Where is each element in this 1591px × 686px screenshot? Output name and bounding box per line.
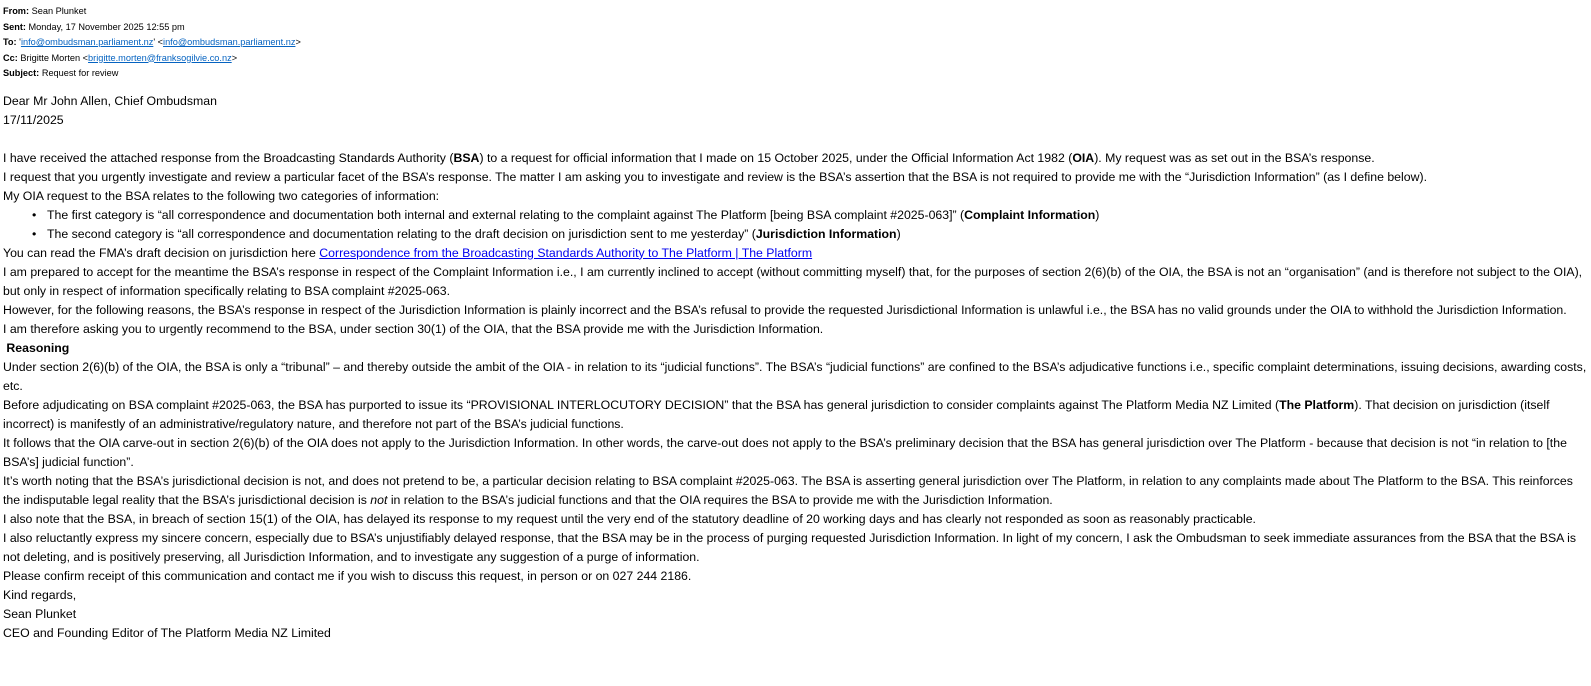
bold-text: The Platform: [1279, 397, 1355, 412]
bullet-icon: •: [32, 226, 37, 241]
letter-date: 17/11/2025: [3, 112, 64, 127]
paragraph-10: It follows that the OIA carve-out in section 2(6)(b) of the OIA does not apply to the Jurisdiction Information. In other words, the carve-out does not apply to the BSA’s preliminary decision that the BSA has general jurisdiction over The Platform - because that decision is not “in relation to [the BSA’s] judicial function”.: [3, 435, 1567, 469]
bullet-icon: •: [32, 207, 37, 222]
signature-name: Sean Plunket: [3, 606, 77, 621]
text: The first category is “all correspondence and documentation both internal and external relating to the complaint against The Platform [being BSA complaint #2025-063]” (: [47, 207, 965, 222]
paragraph-4: [3, 244, 1588, 263]
text: ) to a request for official information that I made on 15 October 2025, under the Official Information Act 1982 (: [479, 150, 1073, 165]
from-value: Sean Plunket: [31, 6, 87, 16]
email-body: [3, 92, 1588, 643]
bold-text: Complaint Information: [964, 207, 1096, 222]
paragraph-3: My OIA request to the BSA relates to the following two categories of information:: [3, 188, 440, 203]
correspondence-link[interactable]: Correspondence from the Broadcasting Standards Authority to The Platform | The Platform: [319, 245, 813, 260]
sent-line: [3, 20, 1588, 36]
paragraph-11: [3, 472, 1588, 510]
text: in relation to the BSA’s judicial functions and that the OIA requires the BSA to provide me with the Jurisdiction Information.: [387, 492, 1053, 507]
sent-label: Sent:: [3, 21, 26, 32]
list-item: [32, 206, 1588, 225]
cc-email-link[interactable]: brigitte.morten@franksogilvie.co.nz: [88, 52, 232, 63]
text: I have received the attached response from the Broadcasting Standards Authority (: [3, 150, 454, 165]
text: You can read the FMA’s draft decision on jurisdiction here: [3, 245, 320, 260]
sent-value: Monday, 17 November 2025 12:55 pm: [28, 21, 185, 32]
to-label: To:: [3, 37, 17, 47]
paragraph-13: I also reluctantly express my sincere concern, especially due to BSA’s unjustifiably delayed response, that the BSA may be in the process of purging requested Jurisdiction Information. In light of my concern, I ask the Ombudsman to seek immediate assurances from the BSA that the BSA is not deleting, and is positively preserving, all Jurisdiction Information, and to investigate any suggestion of a purge of information.: [3, 530, 1576, 564]
text: ): [896, 226, 901, 241]
from-label: From:: [3, 6, 30, 16]
to-email-link[interactable]: info@ombudsman.parliament.nz: [20, 37, 154, 47]
text: ). That decision on jurisdiction (itself incorrect) is manifestly of an administrative/regulatory nature, and therefore not part of the BSA’s judicial functions.: [3, 397, 1550, 431]
text: Before adjudicating on BSA complaint #2025-063, the BSA has purported to issue its “PROVISIONAL INTERLOCUTORY DECISION” that the BSA has general jurisdiction to consider complaints against The Platform Media NZ Limited (: [3, 397, 1280, 412]
paragraph-6: However, for the following reasons, the BSA’s response in respect of the Jurisdiction Information is plainly incorrect and the BSA’s refusal to provide the requested Jurisdictional Information is unlawful i.e., the BSA has no valid grounds under the OIA to withhold the Jurisdiction Information.: [3, 302, 1567, 317]
cc-label: Cc:: [3, 52, 18, 63]
paragraph-1: [3, 149, 1588, 168]
list-item: [32, 225, 1588, 244]
signature-title: CEO and Founding Editor of The Platform Media NZ Limited: [3, 625, 331, 640]
salutation: Dear Mr John Allen, Chief Ombudsman: [3, 93, 217, 108]
cc-suffix: >: [231, 52, 238, 63]
subject-value: Request for review: [41, 68, 119, 78]
text: It’s worth noting that the BSA’s jurisdictional decision is not, and does not pretend to be, a particular decision relating to BSA complaint #2025-063. The BSA is asserting general jurisdiction over The Platform, in relation to any complaints made about The Platform to the BSA. This reinforces the indisputable legal reality that the BSA’s jurisdictional decision is: [3, 473, 1573, 507]
text: ). My request was as set out in the BSA’s response.: [1094, 150, 1375, 165]
cc-prefix: Brigitte Morten <: [20, 52, 89, 63]
to-mid: ' <: [153, 37, 164, 47]
paragraph-8: Under section 2(6)(b) of the OIA, the BSA is only a “tribunal” – and thereby outside the ambit of the OIA - in relation to its “judicial functions”. The BSA’s “judicial functions” are confined to the BSA’s adjudicative functions i.e., specific complaint determinations, issuing decisions, awarding costs, etc.: [3, 359, 1587, 393]
paragraph-12: I also note that the BSA, in breach of section 15(1) of the OIA, has delayed its response to my request until the very end of the statutory deadline of 20 working days and has clearly not responded as soon as reasonably practicable.: [3, 511, 1256, 526]
bold-text: Jurisdiction Information: [755, 226, 897, 241]
heading-text: Reasoning: [6, 340, 70, 355]
bold-text: BSA: [453, 150, 480, 165]
cc-line: [3, 51, 1588, 67]
italic-text: not: [370, 492, 388, 507]
to-email-link-2[interactable]: info@ombudsman.parliament.nz: [163, 37, 296, 47]
paragraph-9: [3, 396, 1588, 434]
text: ): [1095, 207, 1100, 222]
to-line: [3, 35, 1588, 51]
bold-text: OIA: [1072, 150, 1095, 165]
to-suffix: >: [295, 37, 301, 47]
paragraph-2: I request that you urgently investigate and review a particular facet of the BSA’s response. The matter I am asking you to investigate and review is the BSA’s assertion that the BSA is not required to provide me with the “Jurisdiction Information” (as I define below).: [3, 169, 1427, 184]
to-prefix: ': [19, 37, 21, 47]
subject-line: [3, 66, 1588, 82]
spacer: [3, 130, 1588, 149]
category-list: [3, 206, 1588, 244]
reasoning-heading: [3, 339, 1588, 358]
from-line: [3, 4, 1588, 20]
paragraph-14: Please confirm receipt of this communication and contact me if you wish to discuss this request, in person or on 027 244 2186.: [3, 568, 692, 583]
text: The second category is “all correspondence and documentation relating to the draft decision on jurisdiction sent to me yesterday” (: [47, 226, 756, 241]
subject-label: Subject:: [3, 68, 40, 78]
paragraph-5: I am prepared to accept for the meantime the BSA’s response in respect of the Complaint Information i.e., I am currently inclined to accept (without committing myself) that, for the purposes of section 2(6)(b) of the OIA, the BSA is not an “organisation” (and is therefore not subject to the OIA), but only in respect of information specifically relating to BSA complaint #2025-063.: [3, 264, 1583, 298]
paragraph-7: I am therefore asking you to urgently recommend to the BSA, under section 30(1) of the OIA, that the BSA provide me with the Jurisdiction Information.: [3, 321, 824, 336]
signoff: Kind regards,: [3, 587, 77, 602]
email-header: [3, 4, 1588, 82]
